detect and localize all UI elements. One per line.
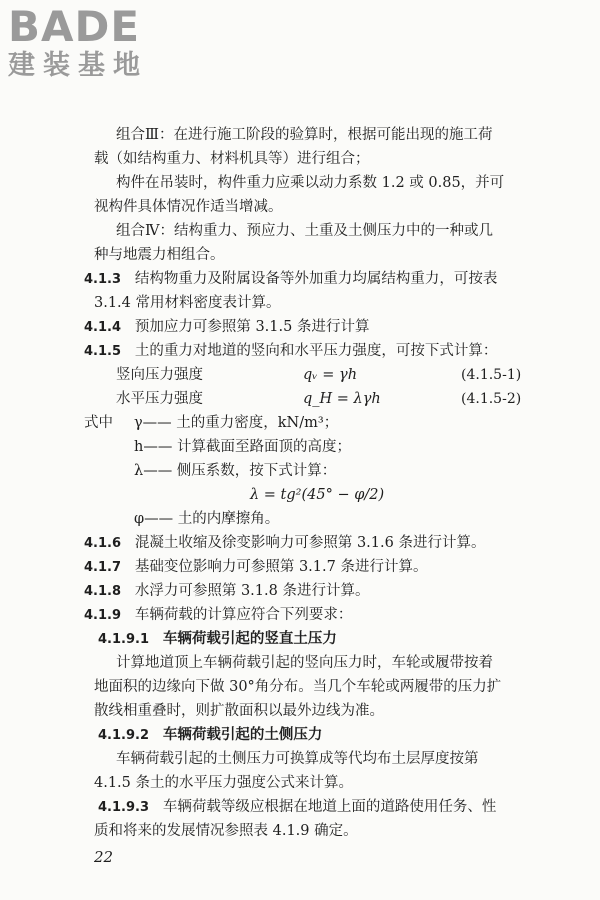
clause-number: 4.1.4 [84,320,122,335]
text-line: 构件在吊装时，构件重力应乘以动力系数 1.2 或 0.85，并可 [116,175,505,191]
clause-4-1-5 [84,341,497,362]
clause-text: 车辆荷载等级应根据在地道上面的道路使用任务、性 [162,799,497,815]
text-line: 3.1.4 常用材料密度表计算。 [94,295,281,311]
text-line: 计算地道顶上车辆荷载引起的竖向压力时，车轮或履带按着 [116,655,493,671]
formula-label: 竖向压力强度 [116,367,203,383]
clause-text: 车辆荷载的计算应符合下列要求： [134,607,353,623]
text-line: 组合Ⅲ：在进行施工阶段的验算时，根据可能出现的施工荷 [116,127,493,143]
clause-4-1-8 [84,581,369,602]
clause-number: 4.1.3 [84,272,122,287]
clause-number: 4.1.5 [84,344,122,359]
logo-text: BADE [8,2,141,51]
clause-number: 4.1.9 [84,608,122,623]
clause-text: 土的重力对地道的竖向和水平压力强度，可按下式计算： [134,343,498,359]
clause-heading: 车辆荷载引起的竖直土压力 [162,630,337,647]
variable-definition: λ—— 侧压系数，按下式计算： [134,463,337,479]
equation-number: (4.1.5-1) [461,367,522,383]
clause-number: 4.1.8 [84,584,122,599]
page-number: 22 [94,848,114,866]
clause-number: 4.1.6 [84,536,122,551]
clause-4-1-9-2 [98,725,322,746]
where-prefix: 式中 [84,415,113,431]
clause-text: 基础变位影响力可参照第 3.1.7 条进行计算。 [134,559,428,575]
formula-expression: qᵥ = γh [303,367,358,383]
clause-4-1-3 [84,269,497,290]
lambda-formula: λ = tg²(45° − φ/2) [250,487,385,503]
variable-definition: h—— 计算截面至路面顶的高度； [134,439,351,455]
text-line: 种与地震力相组合。 [94,247,225,263]
text-line: 车辆荷载引起的土侧压力可换算成等代均布土层厚度按第 [116,751,479,767]
text-line: 散线相重叠时，则扩散面积以最外边线为准。 [94,703,384,719]
clause-text: 水浮力可参照第 3.1.8 条进行计算。 [134,583,370,599]
clause-4-1-6 [84,533,485,554]
site-logo [8,2,148,82]
variable-definition: γ—— 土的重力密度，kN/m³； [134,415,339,431]
variable-definition: φ—— 土的内摩擦角。 [134,511,280,527]
text-line: 质和将来的发展情况参照表 4.1.9 确定。 [94,823,358,839]
clause-4-1-9-1 [98,629,337,650]
formula-expression: q_H = λγh [303,391,381,407]
text-line: 载（如结构重力、材料机具等）进行组合； [94,151,370,167]
clause-4-1-7 [84,557,427,578]
clause-heading: 车辆荷载引起的土侧压力 [162,726,323,743]
clause-text: 混凝土收缩及徐变影响力可参照第 3.1.6 条进行计算。 [134,535,486,551]
clause-4-1-9-3 [98,797,496,818]
text-line: 地面积的边缘向下做 30°角分布。当几个车轮或两履带的压力扩 [94,679,502,695]
equation-number: (4.1.5-2) [461,391,522,407]
formula-label: 水平压力强度 [116,391,203,407]
clause-text: 结构物重力及附属设备等外加重力均属结构重力，可按表 [134,271,498,287]
clause-4-1-9 [84,605,352,626]
clause-4-1-4 [84,317,369,338]
clause-number: 4.1.7 [84,560,122,575]
clause-number: 4.1.9.3 [98,800,149,815]
text-line: 组合Ⅳ：结构重力、预应力、土重及土侧压力中的一种或几 [116,223,493,239]
logo-subtext: 建装基地 [8,50,148,81]
clause-text: 预加应力可参照第 3.1.5 条进行计算 [134,319,370,335]
text-line: 4.1.5 条土的水平压力强度公式来计算。 [94,775,354,791]
clause-number: 4.1.9.2 [98,728,149,743]
clause-number: 4.1.9.1 [98,632,149,647]
text-line: 视构件具体情况作适当增减。 [94,199,283,215]
